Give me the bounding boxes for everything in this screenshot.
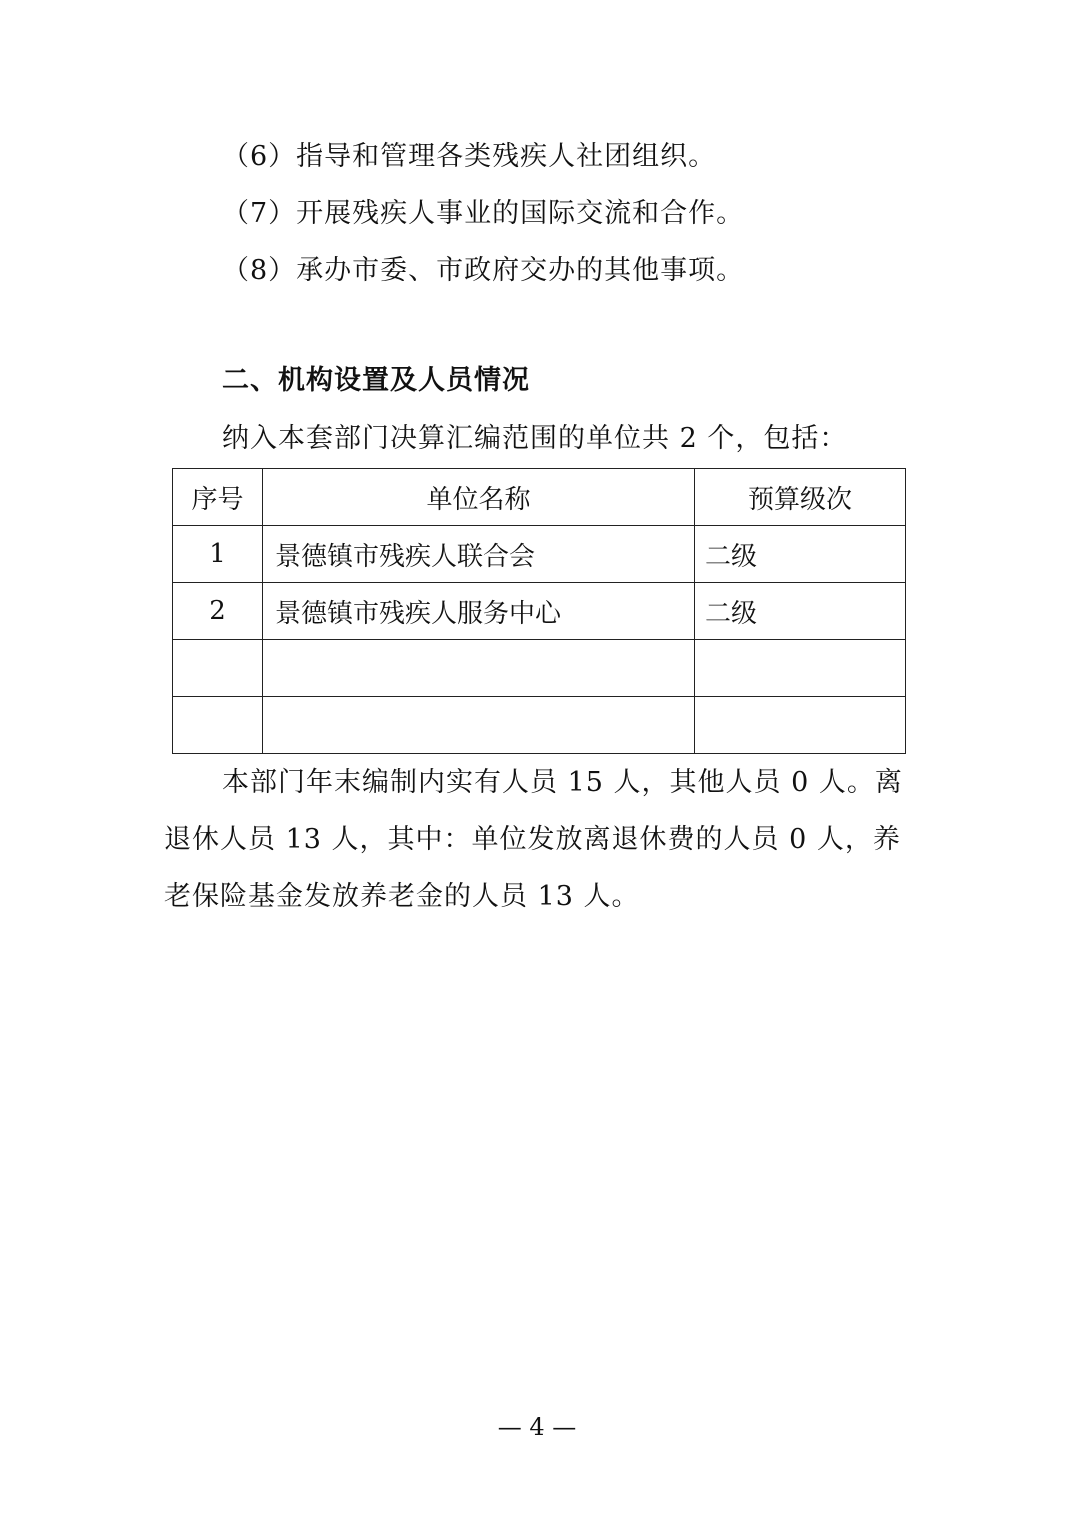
table-row — [173, 697, 906, 754]
table-row — [173, 640, 906, 697]
section-heading: 二、机构设置及人员情况 — [222, 365, 530, 396]
duty-item-8: （8）承办市委、市政府交办的其他事项。 — [222, 255, 745, 286]
cell-budget-level — [695, 640, 906, 697]
units-table — [172, 468, 906, 754]
cell-budget-level — [695, 697, 906, 754]
cell-unit-name — [263, 640, 695, 697]
duty-item-6: （6）指导和管理各类残疾人社团组织。 — [222, 141, 717, 172]
cell-seq: 1 — [173, 526, 263, 583]
table-row — [173, 526, 906, 583]
staff-paragraph-line-1: 本部门年末编制内实有人员 15 人，其他人员 0 人。离 — [222, 767, 903, 798]
header-seq: 序号 — [173, 469, 263, 526]
cell-seq — [173, 697, 263, 754]
cell-budget-level: 二级 — [695, 526, 906, 583]
header-unit-name: 单位名称 — [263, 469, 695, 526]
cell-unit-name: 景德镇市残疾人服务中心 — [263, 583, 695, 640]
table-row — [173, 583, 906, 640]
cell-unit-name — [263, 697, 695, 754]
cell-unit-name: 景德镇市残疾人联合会 — [263, 526, 695, 583]
cell-seq — [173, 640, 263, 697]
section-intro: 纳入本套部门决算汇编范围的单位共 2 个，包括： — [222, 423, 848, 454]
duty-item-7: （7）开展残疾人事业的国际交流和合作。 — [222, 198, 745, 229]
cell-seq: 2 — [173, 583, 263, 640]
table-header-row — [173, 469, 906, 526]
cell-budget-level: 二级 — [695, 583, 906, 640]
page-number: — 4 — — [497, 1413, 577, 1441]
staff-paragraph-line-3: 老保险基金发放养老金的人员 13 人。 — [164, 881, 640, 912]
staff-paragraph-line-2: 退休人员 13 人，其中：单位发放离退休费的人员 0 人，养 — [164, 824, 901, 855]
header-budget-level: 预算级次 — [695, 469, 906, 526]
